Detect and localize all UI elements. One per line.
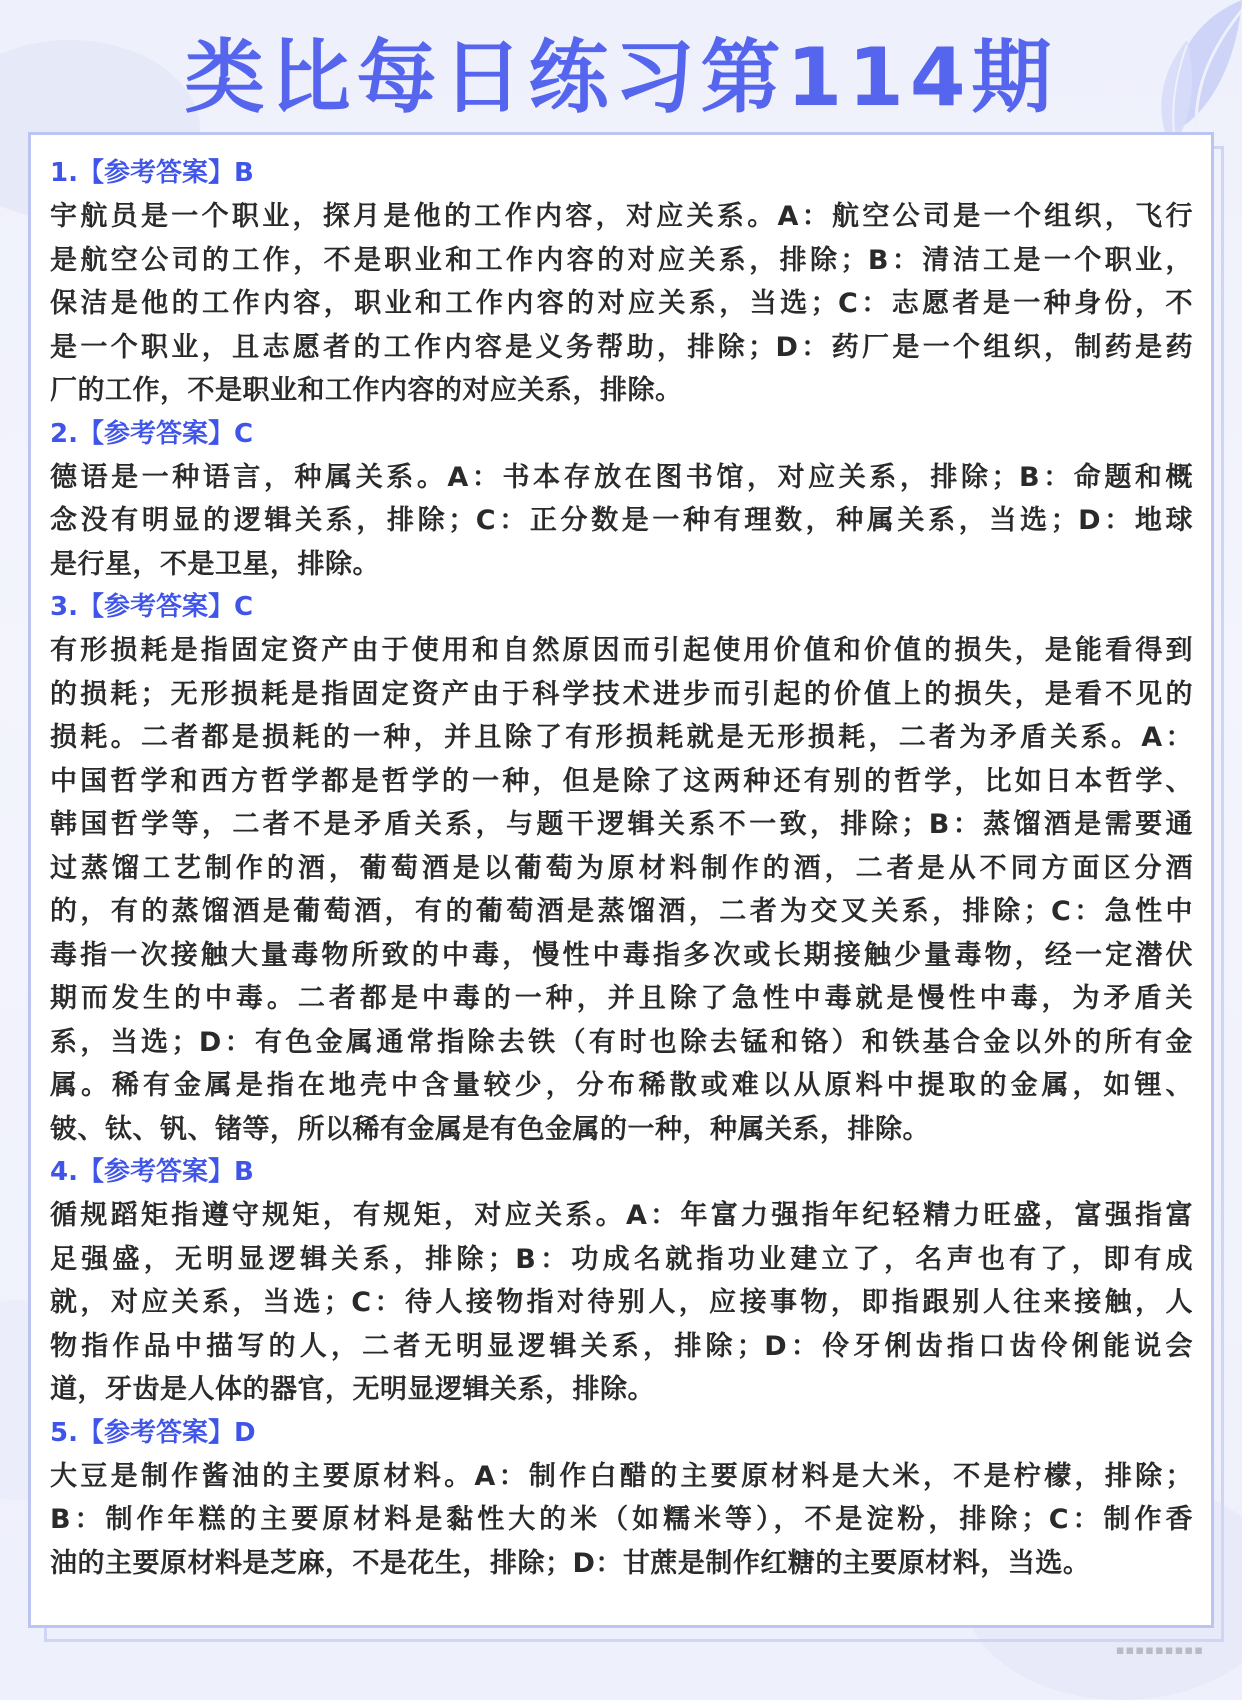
explanation-line: 的，有的蒸馏酒是葡萄酒，有的葡萄酒是蒸馏酒，二者为交叉关系，排除；C：急性中 bbox=[50, 896, 1193, 927]
explanation-line: B：制作年糕的主要原材料是黏性大的米（如糯米等），不是淀粉，排除；C：制作香 bbox=[50, 1504, 1193, 1535]
answer-heading: 2.【参考答案】C bbox=[50, 418, 254, 449]
page-title: 类比每日练习第114期 bbox=[184, 31, 1058, 124]
explanation-line: 是一个职业，且志愿者的工作内容是义务帮助，排除；D：药厂是一个组织，制药是药 bbox=[50, 331, 1193, 363]
explanation-line: 期而发生的中毒。二者都是中毒的一种，并且除了急性中毒就是慢性中毒，为矛盾关 bbox=[50, 983, 1193, 1014]
explanation-line: 过蒸馏工艺制作的酒，葡萄酒是以葡萄为原材料制作的酒，二者是从不同方面区分酒 bbox=[50, 852, 1193, 884]
answer-heading: 3.【参考答案】C bbox=[50, 592, 254, 622]
explanation-line: 的损耗；无形损耗是指固定资产由于科学技术进步而引起的价值上的损失，是看不见的 bbox=[50, 678, 1193, 710]
explanation-line: 物指作品中描写的人，二者无明显逻辑关系，排除；D：伶牙俐齿指口齿伶俐能说会 bbox=[50, 1330, 1193, 1362]
explanation-line: 中国哲学和西方哲学都是哲学的一种，但是除了这两种还有别的哲学，比如日本哲学、 bbox=[50, 765, 1193, 797]
explanation-line: 念没有明显的逻辑关系，排除；C：正分数是一种有理数，种属关系，当选；D：地球 bbox=[50, 505, 1193, 536]
explanation-line: 大豆是制作酱油的主要原材料。A：制作白醋的主要原材料是大米，不是柠檬，排除； bbox=[50, 1460, 1193, 1492]
explanation-line: 足强盛，无明显逻辑关系，排除；B：功成名就指功业建立了，名声也有了，即有成 bbox=[50, 1243, 1193, 1275]
answer-heading: 4.【参考答案】B bbox=[50, 1157, 254, 1187]
answer-item bbox=[50, 152, 1193, 413]
explanation-line: 毒指一次接触大量毒物所致的中毒，慢性中毒指多次或长期接触少量毒物，经一定潜伏 bbox=[50, 939, 1193, 971]
answer-item bbox=[50, 1151, 1193, 1412]
watermark-dots: ▪▪▪▪▪▪▪▪▪ bbox=[1115, 1643, 1204, 1658]
explanation-line: 油的主要原材料是芝麻，不是花生，排除；D：甘蔗是制作红糖的主要原材料，当选。 bbox=[50, 1547, 1091, 1579]
explanation-line: 保洁是他的工作内容，职业和工作内容的对应关系，当选；C：志愿者是一种身份，不 bbox=[50, 288, 1193, 319]
explanation-line: 道，牙齿是人体的器官，无明显逻辑关系，排除。 bbox=[50, 1374, 655, 1405]
explanation-line: 是航空公司的工作，不是职业和工作内容的对应关系，排除；B：清洁工是一个职业， bbox=[50, 244, 1193, 276]
explanation-line: 就，对应关系，当选；C：待人接物指对待别人，应接事物，即指跟别人往来接触，人 bbox=[50, 1287, 1193, 1318]
explanation-line: 宇航员是一个职业，探月是他的工作内容，对应关系。A：航空公司是一个组织，飞行 bbox=[50, 201, 1193, 232]
explanation-line: 属。稀有金属是指在地壳中含量较少，分布稀散或难以从原料中提取的金属，如锂、 bbox=[50, 1070, 1193, 1101]
explanation-line: 铍、钛、钒、锗等，所以稀有金属是有色金属的一种，种属关系，排除。 bbox=[50, 1113, 930, 1145]
answer-heading: 1.【参考答案】B bbox=[50, 158, 254, 188]
explanation-line: 厂的工作，不是职业和工作内容的对应关系，排除。 bbox=[50, 375, 683, 406]
answer-heading: 5.【参考答案】D bbox=[50, 1417, 256, 1448]
explanation-line: 韩国哲学等，二者不是矛盾关系，与题干逻辑关系不一致，排除；B：蒸馏酒是需要通 bbox=[50, 809, 1193, 840]
explanation-line: 循规蹈矩指遵守规矩，有规矩，对应关系。A：年富力强指年纪轻精力旺盛，富强指富 bbox=[50, 1200, 1193, 1231]
explanation-line: 有形损耗是指固定资产由于使用和自然原因而引起使用价值和价值的损失，是能看得到 bbox=[50, 635, 1193, 666]
answer-item bbox=[50, 413, 1193, 587]
answer-item bbox=[50, 1412, 1193, 1586]
explanation-line: 德语是一种语言，种属关系。A：书本存放在图书馆，对应关系，排除；B：命题和概 bbox=[50, 461, 1193, 493]
answer-list bbox=[50, 152, 1193, 1585]
explanation-line: 系，当选；D：有色金属通常指除去铁（有时也除去锰和铬）和铁基合金以外的所有金 bbox=[50, 1026, 1193, 1058]
answer-item bbox=[50, 586, 1193, 1151]
explanation-line: 损耗。二者都是损耗的一种，并且除了有形损耗就是无形损耗，二者为矛盾关系。A： bbox=[50, 722, 1193, 753]
explanation-line: 是行星，不是卫星，排除。 bbox=[50, 548, 380, 580]
answer-card bbox=[28, 132, 1214, 1628]
